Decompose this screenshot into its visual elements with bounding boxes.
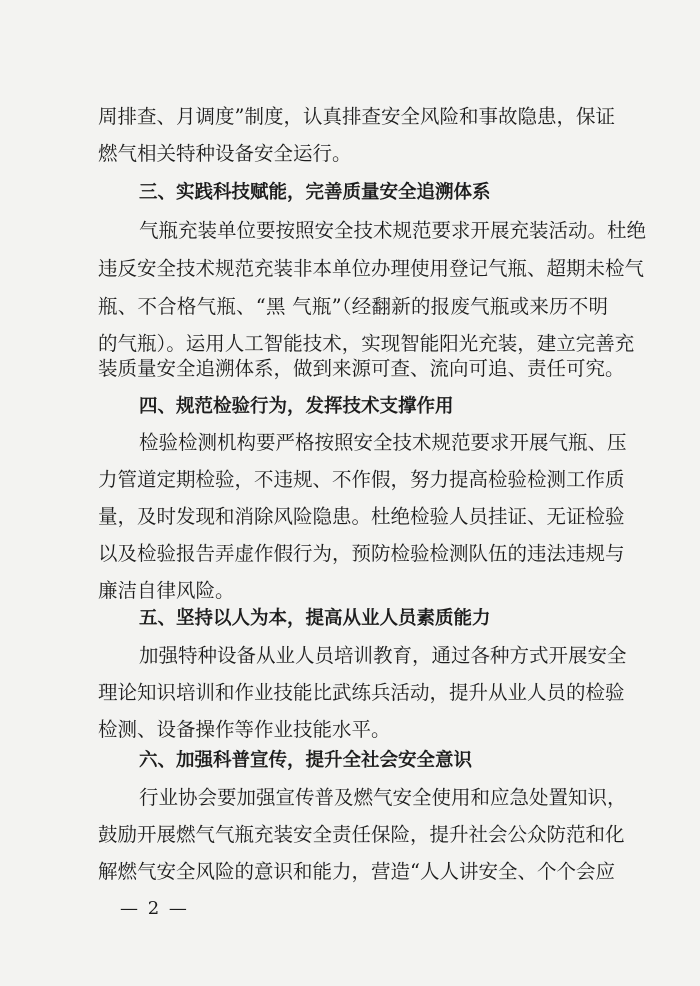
body-line: 理论知识培训和作业技能比武练兵活动，提升从业人员的检验	[98, 681, 625, 704]
body-line: 以及检验报告弄虚作假行为，预防检验检测队伍的违法违规与	[98, 542, 625, 565]
body-line: 行业协会要加强宣传普及燃气安全使用和应急处置知识，	[139, 786, 627, 809]
body-line: 装质量安全追溯体系，做到来源可查、流向可追、责任可究。	[98, 357, 625, 380]
body-line: 鼓励开展燃气气瓶充装安全责任保险，提升社会公众防范和化	[98, 823, 625, 846]
body-line: 力管道定期检验，不违规、不作假，努力提高检验检测工作质	[98, 468, 625, 491]
body-line: 检测、设备操作等作业技能水平。	[98, 718, 391, 741]
section-heading: 四、规范检验行为，发挥技术支撑作用	[139, 396, 454, 417]
body-line: 加强特种设备从业人员培训教育，通过各种方式开展安全	[139, 644, 627, 667]
section-heading: 五、坚持以人为本，提高从业人员素质能力	[139, 608, 491, 629]
body-line: 廉洁自律风险。	[98, 579, 235, 602]
body-line: 违反安全技术规范充装非本单位办理使用登记气瓶、超期未检气	[98, 257, 645, 280]
body-line: 燃气相关特种设备安全运行。	[98, 142, 352, 165]
body-line: 的气瓶）。运用人工智能技术，实现智能阳光充装，建立完善充	[98, 332, 635, 355]
body-line: 瓶、不合格气瓶、“黑 气瓶”（经翻新的报废气瓶或来历不明	[98, 295, 608, 318]
body-line: 解燃气安全风险的意识和能力，营造“人人讲安全、个个会应	[98, 860, 615, 883]
body-line: 检验检测机构要严格按照安全技术规范要求开展气瓶、压	[139, 431, 627, 454]
body-line: 气瓶充装单位要按照安全技术规范要求开展充装活动。杜绝	[139, 219, 647, 242]
body-line: 量，及时发现和消除风险隐患。杜绝检验人员挂证、无证检验	[98, 505, 625, 528]
section-heading: 六、加强科普宣传，提升全社会安全意识	[139, 750, 473, 771]
page-number: — 2 —	[120, 898, 189, 919]
body-line: 周排查、月调度”制度，认真排查安全风险和事故隐患，保证	[98, 105, 615, 128]
section-heading: 三、实践科技赋能，完善质量安全追溯体系	[139, 182, 491, 203]
